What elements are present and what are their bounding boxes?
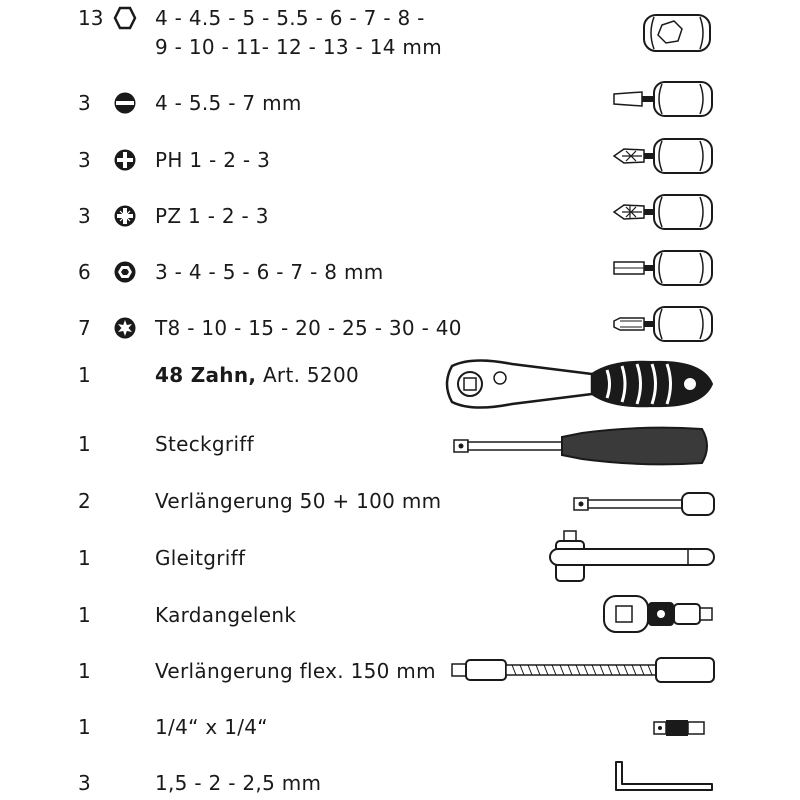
item-description: 4 - 4.5 - 5 - 5.5 - 6 - 7 - 8 - — [155, 6, 425, 30]
item-description: 4 - 5.5 - 7 mm — [155, 91, 302, 115]
torx-screw-icon — [113, 316, 137, 340]
quantity: 2 — [78, 489, 91, 513]
quantity: 3 — [78, 204, 91, 228]
bit-adapter-icon — [652, 716, 708, 740]
quantity: 6 — [78, 260, 91, 284]
torx-bit-socket-icon — [612, 301, 716, 347]
phillips-bit-socket-icon — [612, 133, 716, 179]
flexible-extension-icon — [450, 652, 718, 688]
item-description: T8 - 10 - 15 - 20 - 25 - 30 - 40 — [155, 316, 462, 340]
item-description-line-2: 9 - 10 - 11- 12 - 13 - 14 mm — [155, 35, 442, 59]
item-description: PZ 1 - 2 - 3 — [155, 204, 269, 228]
ratchet-icon — [442, 356, 718, 412]
hexagon-outline-icon — [113, 6, 137, 30]
quantity: 7 — [78, 316, 91, 340]
allen-key-icon — [612, 760, 716, 796]
pozidriv-screw-icon — [113, 204, 137, 228]
quantity: 1 — [78, 432, 91, 456]
item-description: Kardangelenk — [155, 603, 297, 627]
slotted-screw-icon — [113, 91, 137, 115]
universal-joint-icon — [600, 592, 716, 636]
sliding-t-handle-icon — [548, 529, 718, 587]
item-description: 1,5 - 2 - 2,5 mm — [155, 771, 322, 795]
quantity: 1 — [78, 715, 91, 739]
quantity: 3 — [78, 148, 91, 172]
extension-bar-icon — [572, 488, 718, 518]
quantity: 3 — [78, 91, 91, 115]
quantity: 1 — [78, 546, 91, 570]
item-description — [155, 362, 359, 388]
quantity: 1 — [78, 603, 91, 627]
quantity: 13 — [78, 6, 104, 30]
item-description: PH 1 - 2 - 3 — [155, 148, 271, 172]
item-description: Verlängerung 50 + 100 mm — [155, 489, 442, 513]
pozidriv-bit-socket-icon — [612, 189, 716, 235]
phillips-screw-icon — [113, 148, 137, 172]
item-description: 3 - 4 - 5 - 6 - 7 - 8 mm — [155, 260, 384, 284]
hex-screw-icon — [113, 260, 137, 284]
quantity: 1 — [78, 659, 91, 683]
item-description: 1/4“ x 1/4“ — [155, 715, 268, 739]
quantity: 3 — [78, 771, 91, 795]
slotted-bit-socket-icon — [612, 76, 716, 122]
quantity: 1 — [78, 363, 91, 387]
hex-bit-socket-icon — [612, 245, 716, 291]
item-description-bold: 48 Zahn, — [155, 363, 257, 387]
hex-socket-icon — [640, 11, 716, 55]
item-description-rest: Art. 5200 — [256, 363, 359, 387]
item-description: Gleitgriff — [155, 546, 246, 570]
item-description: Steckgriff — [155, 432, 254, 456]
item-description: Verlängerung flex. 150 mm — [155, 659, 436, 683]
screwdriver-handle-icon — [452, 423, 714, 471]
